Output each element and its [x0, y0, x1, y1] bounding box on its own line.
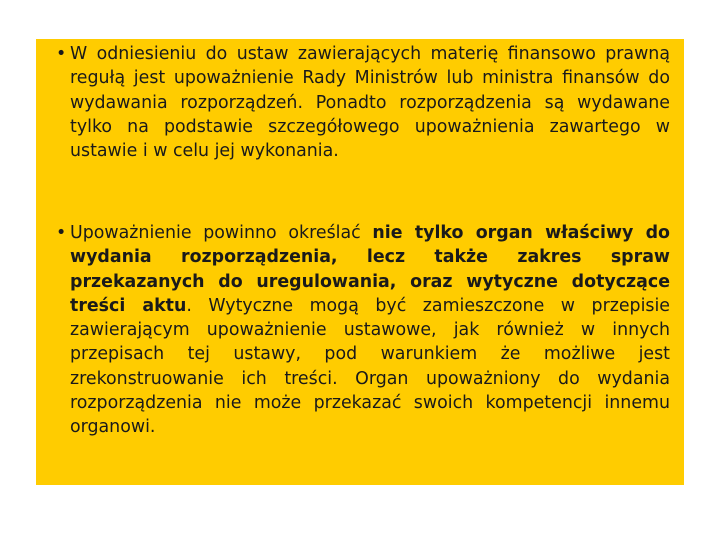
bullet-text-1: W odniesieniu do ustaw zawierających materię finansowo prawną regułą jest upoważnienie Rady Ministrów lub ministra finansów do wydawania rozporządzeń. Ponadto rozporządzenia są wydawane tylko na podstawie szczegółowego upoważnienia zawartego w ustawie i w celu jej wykonania.: [70, 44, 670, 162]
bullet-text-lead: Upoważnienie powinno określać: [70, 223, 373, 243]
bullet-marker: •: [56, 223, 67, 243]
bullet-text-rest: . Wytyczne mogą być zamieszczone w przepisie zawierającym upoważnienie ustawowe, jak również w innych przepisach tej ustawy, pod warunkiem że możliwe jest zrekonstruowanie ich treści. Organ upoważniony do wydania rozporządzenia nie może przekazać swoich kompetencji innemu organowi.: [70, 295, 671, 438]
bullet-text-emphasis: nie tylko organ właściwy do wydania rozporządzenia, lecz także zakres spraw przekazanych do uregulowania, oraz wytyczne dotyczące treści aktu: [70, 223, 670, 316]
slide-content-box: [36, 39, 684, 485]
bullet-text-2: [70, 221, 670, 440]
bullet-item-1: [56, 42, 670, 163]
bullet-item-2: [56, 221, 670, 440]
bullet-marker: •: [56, 44, 67, 64]
